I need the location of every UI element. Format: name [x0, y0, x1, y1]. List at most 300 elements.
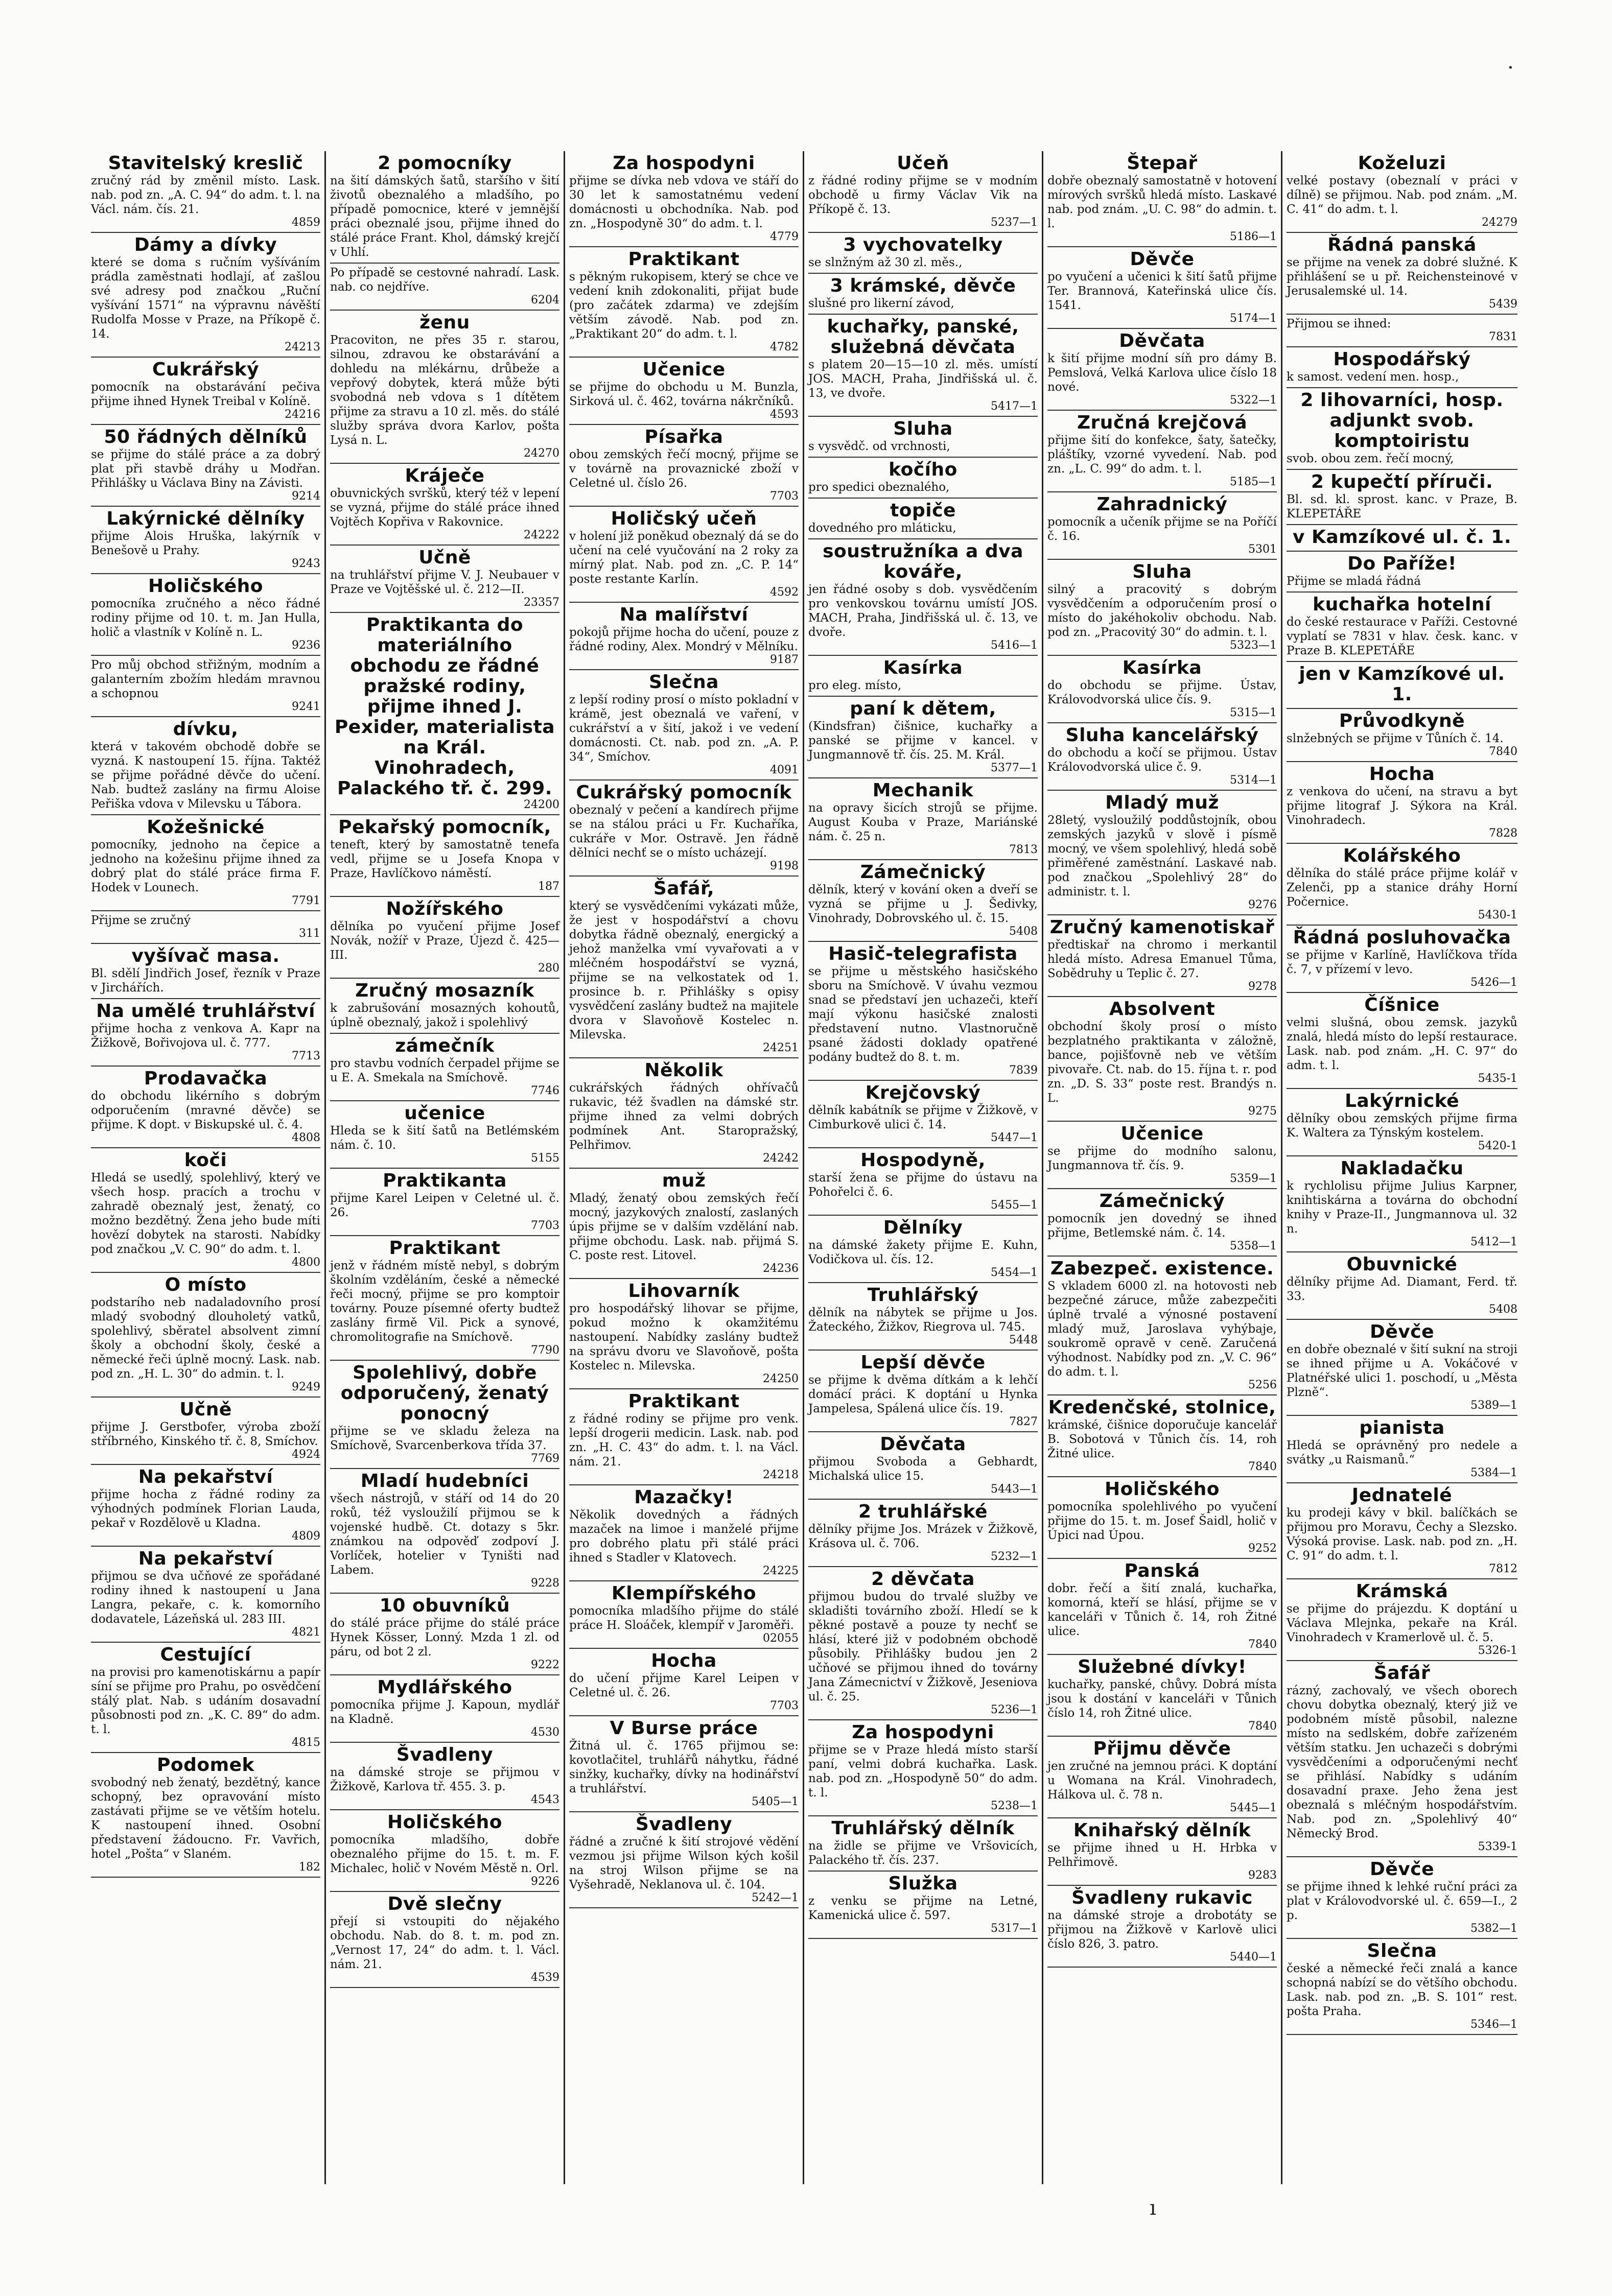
ad-reference-number: 02055: [763, 1632, 799, 1645]
ad-heading: Krejčovský: [865, 1082, 981, 1103]
classified-ad: [1047, 492, 1277, 560]
ad-text: předtiskař na chromo i merkantil hledá místo. Adresa Emanuel Tůma, Sobědruhy u Teplic č. 27.: [1047, 938, 1277, 980]
ad-reference-number: 9187: [770, 653, 799, 666]
classified-ad: [1287, 347, 1517, 388]
ad-text: en dobře obeznalé v šití sukní na stroji se ihned přijme u A. Vokáčové v Platnéřské ulici 1. poschodí, u „Města Plzně“.: [1287, 1343, 1517, 1399]
ad-reference-number: 7828: [1489, 827, 1517, 840]
ad-heading: Cestující: [160, 1644, 251, 1665]
ad-heading: Štepař: [1127, 153, 1198, 174]
classified-ad: [1287, 233, 1517, 315]
ad-column: [1043, 151, 1282, 2184]
ad-heading: Řádná posluhovačka: [1293, 927, 1511, 948]
classified-ad: [808, 656, 1038, 697]
ad-reference-number: 24250: [763, 1372, 799, 1385]
ad-reference-number: 5408: [1489, 1303, 1517, 1316]
ad-text: Hledá se oprávněný pro nedele a svátky „u Raismanů.“: [1287, 1439, 1517, 1466]
ad-text: Přijme se mladá řádná: [1287, 575, 1421, 588]
ad-reference-number: 5443—1: [991, 1483, 1038, 1496]
ad-text: pomocníka mladšího přijme do stálé práce H. Sloáček, klempíř v Jaroměři.: [569, 1604, 799, 1632]
ad-text: kuchařky, panské, chůvy. Dobrá místa jsou k dostání v kanceláři v Tůnich číslo 14, roh Žitné ulice.: [1047, 1678, 1277, 1720]
ad-text: Žitná ul. č. 1765 přijmou se: kovotlačitel, truhlářů náhytku, řádné sinžky, kuchařky, dívky na hodinářství a truhlářství.: [569, 1739, 799, 1795]
classified-ad: [1047, 151, 1277, 247]
ad-heading: Na malířství: [619, 604, 749, 625]
ad-heading: Kasírka: [883, 657, 963, 678]
ad-text: na šití dámských šatů, staršího v šití životů obeznalého a mladšího, po případě pomocnice, které v jemnější práci obeznalé jsou, přijme ihned do stálé práce Frant. Khol, dámský krejčí v Uhlí.: [330, 174, 559, 259]
classified-ad: [330, 264, 559, 311]
ad-reference-number: 4091: [770, 764, 799, 776]
classified-ad: [808, 458, 1038, 499]
classified-ad: [1047, 411, 1277, 492]
ad-text: přijme Karel Leipen v Celetné ul. č. 26.: [330, 1192, 559, 1219]
ad-reference-number: 5326-1: [1478, 1644, 1517, 1657]
ad-heading: kuchařka hotelní: [1313, 594, 1491, 615]
ad-reference-number: 5454—1: [991, 1266, 1038, 1279]
ad-reference-number: 7831: [1489, 330, 1517, 343]
ad-reference-number: 5358—1: [1230, 1240, 1277, 1252]
ad-reference-number: 5174—1: [1230, 312, 1277, 325]
classified-ad: [91, 151, 320, 233]
ad-reference-number: 5448: [1009, 1334, 1038, 1346]
classified-ad: [91, 1465, 320, 1547]
ad-text: dělník na nábytek se přijme u Jos. Žateckého, Žižkov, Riegrova ul. 745.: [808, 1306, 1038, 1334]
ad-heading: Nakladačku: [1340, 1158, 1464, 1179]
ad-heading: Kasírka: [1122, 657, 1202, 678]
ad-text: starší žena se přijme do ústavu na Pohořelci č. 6.: [808, 1171, 1038, 1199]
ad-heading: Učenice: [1120, 1123, 1204, 1144]
ad-heading: Šafář,: [653, 878, 715, 899]
classified-ad: [569, 1716, 799, 1812]
ad-heading: Sluha: [1132, 561, 1192, 582]
ad-heading: Průvodkyně: [1339, 711, 1465, 731]
ad-text: přijme Alois Hruška, lakýrník v Benešově u Prahy.: [91, 530, 320, 557]
classified-ad: [1287, 1579, 1517, 1661]
ad-text: velké postavy (obeznalí v práci v dílně) se přijmou. Nab. pod znám. „M. C. 41“ do adm. t. l.: [1287, 174, 1517, 216]
ad-reference-number: 7840: [1248, 1638, 1277, 1651]
ad-text: přijme se v Praze hledá místo starší paní, velmi dobrá kuchařka. Lask. nab. pod zn. „Hospodyně 50“ do adm. t. l.: [808, 1743, 1038, 1800]
ad-text: jenž v řádném místě nebyl, s dobrým školním vzděláním, české a německé řeči mocný, přijme se pro komptoir továrny. Pouze písemné oferty budtež zaslány firmě Vil. Pick a synové, chromolitografie na Smíchově.: [330, 1259, 559, 1344]
ad-reference-number: 7769: [531, 1452, 559, 1465]
classified-ad: [1047, 915, 1277, 997]
ad-reference-number: 7840: [1489, 745, 1517, 758]
ad-reference-number: 9252: [1248, 1542, 1277, 1555]
ad-reference-number: 5346—1: [1470, 2018, 1517, 2031]
ad-text: silný a pracovitý s dobrým vysvědčením a odporučením prosí o místo do jakéhokoliv obchodu. Nab. pod zn. „Pracovitý 30“ do admin. t. l.: [1047, 583, 1277, 639]
ad-reference-number: 5382—1: [1470, 1922, 1517, 1935]
ad-heading: Přijmu děvče: [1093, 1738, 1231, 1759]
classified-ad: [1287, 762, 1517, 844]
ad-reference-number: 5435-1: [1478, 1072, 1517, 1085]
classified-ad: [1287, 662, 1517, 709]
ad-reference-number: 7791: [292, 894, 320, 907]
classified-ad: [330, 1675, 559, 1743]
ad-reference-number: 9243: [292, 557, 320, 570]
ad-reference-number: 5416—1: [991, 639, 1038, 652]
ad-heading: Cukrářský pomocník: [576, 782, 792, 803]
ad-reference-number: 9198: [770, 860, 799, 872]
ad-text: přijme se ve skladu železa na Smíchově, Svarcenberkova třída 37.: [330, 1425, 559, 1452]
ad-heading: jen v Kamzíkové ul. 1.: [1299, 664, 1505, 705]
ad-text: k zabrušování mosazných kohoutů, úplně obeznalý, jakož i spolehlivý: [330, 1002, 559, 1029]
classified-ad: [569, 151, 799, 247]
ad-heading: V Burse práce: [610, 1718, 758, 1739]
ad-text: do stálé práce přijme do stálé práce Hynek Kösser, Lonný. Mzda 1 zl. od páru, od bot 2 zl.: [330, 1617, 559, 1659]
ad-heading: Za hospodyni: [852, 1722, 994, 1743]
ad-text: z venkova do učení, na stravu a byt přijme litograf J. Sýkora na Král. Vinohradech.: [1287, 785, 1517, 827]
ad-text: na dámské stroje se přijmou v Žižkově, Karlova tř. 455. 3. p.: [330, 1766, 559, 1793]
ad-text: obchodní školy prosí o místo bezplatného praktikanta v záložně, bance, pojišťovně neb ve větším pivovaře. Ct. nab. do 15. října t. r. pod zn. „D. S. 33“ poste rest. Brandýs n. L.: [1047, 1020, 1277, 1105]
classified-ad: [569, 425, 799, 507]
ad-text: přijmou Svoboda a Gebhardt, Michalská ulice 15.: [808, 1455, 1038, 1483]
ad-text: velmi slušná, obou zemsk. jazyků znalá, hledá místo do lepší restaurace. Lask. nab. pod znám. „H. C. 97“ do adm. t. l.: [1287, 1016, 1517, 1072]
ad-reference-number: 9236: [292, 639, 320, 652]
ad-reference-number: 24222: [524, 529, 559, 541]
classified-ad: [569, 358, 799, 425]
page-speck: ·: [1507, 56, 1514, 80]
classified-ad: [1047, 1257, 1277, 1395]
classified-ad: [91, 233, 320, 358]
ad-reference-number: 7790: [531, 1344, 559, 1357]
ad-reference-number: 24270: [524, 447, 559, 460]
ad-reference-number: 9241: [292, 700, 320, 713]
ad-text: pro hospodářský lihovar se přijme, pokud možno k okamžitému nastoupení. Nabídky zaslány budtež na správu dvoru ve Slavoňově, pošta Kostelec n. Milevska.: [569, 1302, 799, 1372]
classified-ad: [569, 507, 799, 603]
ad-heading: Slečna: [1367, 1940, 1437, 1961]
newspaper-advertisement-page: [87, 151, 1523, 2184]
classified-ad: [1047, 329, 1277, 411]
ad-text: Bl. sdělí Jindřich Josef, řezník v Praze v Jirchářích.: [91, 967, 320, 995]
ad-heading: Truhlářský dělník: [831, 1818, 1015, 1839]
ad-heading: paní k dětem,: [850, 698, 996, 719]
classified-ad: [1047, 1477, 1277, 1559]
ad-heading: Sluha kancelářský: [1065, 725, 1259, 746]
ad-reference-number: 24225: [763, 1565, 799, 1577]
classified-ad: [330, 1892, 559, 1988]
classified-ad: [569, 1058, 799, 1169]
ad-text: cukrářských řádných ohřívačů rukavic, též švadlen na dámské str. přijme ihned za velmi dobrých podmínek Ant. Staropražský, Pelhřimov.: [569, 1081, 799, 1152]
ad-heading: Prodavačka: [144, 1068, 268, 1089]
classified-ad: [330, 897, 559, 979]
ad-text: přijme šití do konfekce, šaty, šatečky, pláštíky, vzorné vyvedení. Nab. pod zn. „L. C. 99“ do adm. t. l.: [1047, 434, 1277, 476]
ad-text: která v takovém obchodě dobře se vyzná. K nastoupení 15. října. Taktéž se přijme pořádné děvče do učení. Nab. budtež zaslány na firmu Aloise Peřiška vdova v Milevsku u Tábora.: [91, 740, 320, 811]
classified-ad: [808, 1872, 1038, 1939]
ad-heading: Praktikanta: [383, 1170, 507, 1191]
ad-text: dělník, který v kování oken a dveří se vyzná se přijme u J. Šedivky, Vinohrady, Dobrovského ul. č. 15.: [808, 883, 1038, 925]
ad-heading: Řádná panská: [1327, 234, 1477, 255]
ad-reference-number: 9249: [292, 1381, 320, 1393]
ad-reference-number: 4800: [292, 1256, 320, 1269]
ad-heading: Praktikant: [389, 1238, 501, 1259]
classified-ad: [330, 1594, 559, 1675]
ad-heading: Holičského: [387, 1812, 503, 1833]
ad-heading: Služka: [888, 1873, 958, 1894]
ad-heading: Švadleny: [635, 1814, 733, 1835]
ad-heading: Švadleny rukavic: [1071, 1887, 1253, 1908]
ad-text: dělníky přijme Ad. Diamant, Ferd. tř. 33.: [1287, 1275, 1517, 1303]
ad-reference-number: 4530: [531, 1726, 559, 1739]
classified-ad: [1047, 1737, 1277, 1818]
ad-heading: koči: [184, 1150, 227, 1171]
ad-heading: Klempířského: [611, 1583, 757, 1604]
classified-ad: [808, 1148, 1038, 1216]
ad-text: obeznalý v pečení a kandírech přijme se na stálou práci u Fr. Kuchaříka, cukráře v Mor. Ostravě. Jen řádně dělníci nechť se o místo ucházejí.: [569, 803, 799, 860]
ad-heading: vyšívač masa.: [131, 945, 280, 966]
ad-text: pro spedici obeznalého,: [808, 481, 950, 494]
classified-ad: [91, 574, 320, 656]
ad-heading: Služebné dívky!: [1078, 1656, 1247, 1677]
ad-reference-number: 5439: [1489, 298, 1517, 311]
ad-text: se přijme ihned u H. Hrbka v Pelhřimově.: [1047, 1841, 1277, 1869]
classified-ad: [1047, 1886, 1277, 1968]
ad-text: Mladý, ženatý obou zemských řečí mocný, jazykových znalostí, zaslaných úpis přijme se v dalším vzdělání nab. přijme obchodu. Lask. nab. přijmá S. C. poste rest. Litovel.: [569, 1192, 799, 1262]
ad-text: do obchodu likérního s dobrým odporučením (mravné děvče) se přijme. K dopt. v Biskupské ul. č. 4.: [91, 1090, 320, 1131]
ad-reference-number: 187: [538, 880, 559, 893]
ad-reference-number: 5430-1: [1478, 909, 1517, 921]
ad-reference-number: 7713: [292, 1050, 320, 1062]
ad-text: v holení již poněkud obeznalý dá se do učení na celé vyučování na 2 roky za mírný plat. Nab. pod zn. „C. P. 14“ poste restante Karlín.: [569, 530, 799, 586]
classified-ad: [1047, 247, 1277, 329]
ad-heading: Hospodyně,: [860, 1150, 986, 1171]
classified-ad: [808, 1081, 1038, 1148]
ad-heading: Sluha: [893, 418, 953, 439]
ad-heading: Praktikant: [628, 1391, 740, 1412]
ad-text: pro eleg. místo,: [808, 679, 902, 692]
ad-text: se přijme v Karlíně, Havlíčkova třída č. 7, v přízemí v levo.: [1287, 949, 1517, 976]
classified-ad: [91, 1148, 320, 1273]
ad-reference-number: 5426—1: [1470, 976, 1517, 989]
ad-reference-number: 5232—1: [991, 1550, 1038, 1563]
ad-text: se přijme do obchodu u M. Bunzla, Sirková ul. č. 462, továrna nákrčníků.: [569, 381, 799, 408]
ad-reference-number: 5323—1: [1230, 639, 1277, 652]
ad-heading: Na umělé truhlářství: [96, 1001, 315, 1022]
ad-heading: O místo: [165, 1274, 247, 1295]
ad-heading: v Kamzíkové ul. č. 1.: [1292, 527, 1512, 548]
classified-ad: [91, 425, 320, 507]
ad-reference-number: 7703: [770, 490, 799, 503]
ad-heading: Zahradnický: [1096, 494, 1228, 515]
ad-heading: Do Paříže!: [1347, 553, 1457, 574]
ad-heading: Mechanik: [872, 780, 974, 801]
ad-reference-number: 7839: [1009, 1064, 1038, 1077]
ad-text: na truhlářství přijme V. J. Neubauer v Praze ve Vojtěšské ul. č. 212—II.: [330, 569, 559, 596]
classified-ad: [330, 464, 559, 546]
classified-ad: [91, 1067, 320, 1148]
ad-heading: Zručný kamenotiskař: [1049, 917, 1275, 938]
ad-text: k šití přijme modní síň pro dámy B. Pemslová, Velká Karlova ulice číslo 18 nové.: [1047, 352, 1277, 394]
classified-ad: [1047, 791, 1277, 915]
ad-reference-number: 5412—1: [1470, 1236, 1517, 1248]
ad-reference-number: 24251: [763, 1042, 799, 1054]
ad-heading: Lakýrnické dělníky: [106, 508, 305, 529]
ad-heading: Učně: [418, 547, 471, 568]
ad-text: přijme hocha z řádné rodiny za výhodných podmínek Florian Lauda, pekař v Rozdělově u Kladna.: [91, 1488, 320, 1530]
ad-heading: soustružníka a dva kováře,: [823, 541, 1023, 582]
ad-reference-number: 9275: [1248, 1105, 1277, 1118]
classified-ad: [1287, 593, 1517, 662]
ad-reference-number: 5339-1: [1478, 1840, 1517, 1853]
ad-text: svob. obou zem. řečí mocný,: [1287, 452, 1454, 465]
classified-ad: [1287, 709, 1517, 762]
ad-text: pomocník na obstarávání pečiva přijme ihned Hynek Treibal v Kolíně.: [91, 381, 320, 408]
classified-ad: [808, 1216, 1038, 1283]
ad-heading: Kolářského: [1343, 845, 1461, 866]
ad-text: pomocníky, jednoho na čepice a jednoho na kožešinu přijme ihned za dobrý plat do stálé práce firma F. Hodek v Lounech.: [91, 838, 320, 894]
ad-heading: Děvče: [1369, 1321, 1435, 1342]
classified-ad: [569, 1581, 799, 1649]
ad-text: přijmou budou do trvalé služby ve skladišti továrního zboží. Hledí se k pěkné postavě a pouze ty nechť se hlásí, které již v podobném obchodě působily. Přihlášky budou jen 2 učňové se přijmou ihned do továrny Jana Zámecnictví v Žižkově, Jeseniova ul. č. 25.: [808, 1590, 1038, 1703]
classified-ad: [569, 247, 799, 358]
ad-text: S vkladem 6000 zl. na hotovosti neb bezpečné záruce, může zabezpečiti úplně trvalé a výnosné postavení mladý muž, Jaroslava vyhýbaje, soukromě opravě v ceně. Zaručená výhodnost. Nabídky pod zn. „V. C. 96“ do adm. t. l.: [1047, 1280, 1277, 1379]
classified-ad: [330, 979, 559, 1034]
ad-text: obuvnických svršků, který též v lepení se vyzná, přijme do stálé práce ihned Vojtěch Kopřiva v Rakovnice.: [330, 487, 559, 529]
ad-heading: Lihovarník: [628, 1281, 740, 1301]
ad-text: pomocník a učeník přijme se na Poříčí č. 16.: [1047, 515, 1277, 543]
ad-text: slušné pro likerní závod,: [808, 297, 954, 310]
classified-ad: [569, 1169, 799, 1279]
classified-ad: [808, 417, 1038, 458]
ad-reference-number: 7827: [1009, 1415, 1038, 1428]
ad-heading: Kožešnické: [147, 817, 265, 838]
ad-heading: 3 krámské, děvče: [830, 275, 1016, 296]
ad-text: pomocníka mladšího, dobře obeznalého přijme do 15. t. m. F. Michalec, holič v Novém Městě n. Orl.: [330, 1833, 559, 1875]
classified-ad: [1287, 552, 1517, 593]
ad-heading: dívku,: [173, 719, 239, 740]
ad-text: přijmou se dva učňové ze spořádané rodiny ihned k nastoupení u Jana Langra, pekaře, c. k. komorního dodavatele, Lázeňská ul. 283 III.: [91, 1570, 320, 1626]
classified-ad: [330, 613, 559, 815]
ad-text: Bl. sd. kl. sprost. kanc. v Praze, B. KLEPETÁŘE: [1287, 493, 1517, 520]
ad-reference-number: 24200: [524, 798, 559, 811]
classified-ad: [91, 1273, 320, 1398]
ad-text: do obchodu a kočí se přijmou. Ústav Královodvorská ulice č. 9.: [1047, 746, 1277, 774]
classified-ad: [330, 1469, 559, 1594]
classified-ad: [808, 274, 1038, 315]
classified-ad: [91, 1547, 320, 1643]
ad-reference-number: 5440—1: [1230, 1951, 1277, 1963]
ad-reference-number: 5359—1: [1230, 1172, 1277, 1185]
ad-heading: Písařka: [644, 427, 723, 447]
ad-text: které se doma s ručním vyšíváním prádla zaměstnati hodlají, ať zašlou své adresy pod značkou „Ruční vyšívání 1571“ na výpravnu návěští Rudolfa Mosse v Praze, na Příkopě č. 14.: [91, 256, 320, 341]
classified-ad: [1287, 1252, 1517, 1320]
ad-reference-number: 9283: [1248, 1869, 1277, 1882]
classified-ad: [1287, 1416, 1517, 1483]
ad-text: pro stavbu vodních čerpadel přijme se u E. A. Smekala na Smíchově.: [330, 1057, 559, 1084]
ad-reference-number: 5417—1: [991, 400, 1038, 413]
ad-heading: muž: [662, 1170, 706, 1191]
ad-heading: Obuvnické: [1346, 1254, 1458, 1275]
ad-heading: 50 řádných dělníků: [104, 427, 308, 447]
ad-heading: Šafář: [1373, 1663, 1431, 1684]
ad-heading: Děvčata: [880, 1434, 966, 1455]
ad-reference-number: 24218: [763, 1469, 799, 1481]
ad-heading: Kredenčské, stolnice,: [1048, 1397, 1276, 1418]
ad-reference-number: 311: [299, 927, 320, 940]
classified-ad: [808, 1816, 1038, 1872]
ad-text: krámské, čišnice doporučuje kancelář B. Sobotová v Tůnich čís. 14, roh Žitné ulice.: [1047, 1418, 1277, 1460]
ad-text: dělníky obou zemských přijme firma K. Waltera za Týnským kostelem.: [1287, 1112, 1517, 1140]
ad-reference-number: 7812: [1489, 1563, 1517, 1575]
ad-heading: 2 truhlářské: [858, 1501, 988, 1522]
ad-text: z lepší rodiny prosí o místo pokladní v krámě, jest obeznalá ve vaření, v cukrářství a v šití, jakož i ve vedení domácnosti. Ct. nab. pod zn. „A. P. 34“, Smíchov.: [569, 693, 799, 764]
classified-ad: [1287, 1857, 1517, 1939]
ad-heading: Krámská: [1356, 1581, 1449, 1602]
ad-text: zručný rád by změnil místo. Lask. nab. pod zn. „A. C. 94“ do adm. t. l. na Václ. nám. čís. 21.: [91, 174, 320, 216]
ad-heading: učenice: [404, 1103, 485, 1124]
classified-ad: [91, 717, 320, 815]
ad-reference-number: 280: [538, 962, 559, 975]
ad-heading: Podomek: [157, 1755, 254, 1776]
classified-ad: [1047, 560, 1277, 656]
ad-text: se slnžným až 30 zl. měs.,: [808, 256, 963, 269]
ad-text: na provisi pro kamenotiskárnu a papír síní se přijme pro Prahu, po osvědčení stálý plat. Nab. s udáním dosavadní působnosti pod zn. „K. C. 89“ do adm. t. l.: [91, 1666, 320, 1736]
classified-ad: [569, 877, 799, 1058]
ad-heading: Panská: [1124, 1560, 1200, 1581]
ad-text: na dámské stroje a drobotáty se přijmou na Žižkově v Karlově ulici číslo 826, 3. patro.: [1047, 1909, 1277, 1951]
ad-reference-number: 24279: [1482, 216, 1517, 229]
classified-ad: [330, 815, 559, 897]
ad-reference-number: 5389—1: [1470, 1399, 1517, 1412]
ad-reference-number: 24216: [285, 408, 320, 421]
ad-heading: Učně: [179, 1399, 232, 1420]
ad-text: se přijme do prájezdu. K doptání u Václava Mlejnka, pekaře na Král. Vinohradech v Kramerlově ul. č. 5.: [1287, 1602, 1517, 1644]
classified-ad: [1287, 1320, 1517, 1416]
ad-reference-number: 4593: [770, 408, 799, 421]
ad-heading: Děvčata: [1119, 330, 1205, 351]
classified-ad: [91, 815, 320, 911]
ad-reference-number: 5238—1: [991, 1800, 1038, 1812]
classified-ad: [569, 603, 799, 670]
ad-heading: 10 obuvníků: [379, 1595, 510, 1616]
ad-heading: 2 pomocníky: [378, 153, 512, 174]
classified-ad: [569, 1389, 799, 1485]
ad-text: s platem 20—15—10 zl. měs. umístí JOS. MACH, Praha, Jindřišská ul. č. 13, ve dvoře.: [808, 358, 1038, 400]
ad-heading: Holičského: [148, 576, 264, 597]
classified-ad: [569, 1485, 799, 1581]
ad-reference-number: 7746: [531, 1084, 559, 1097]
ad-text: s vysvědč. od vrchnosti,: [808, 440, 950, 453]
ad-heading: Nožířského: [386, 898, 504, 919]
ad-reference-number: 5315—1: [1230, 706, 1277, 719]
ad-heading: Slečna: [649, 672, 719, 693]
classified-ad: [808, 1567, 1038, 1720]
ad-heading: Absolvent: [1109, 999, 1216, 1020]
classified-ad: [91, 999, 320, 1067]
ad-heading: Praktikant: [628, 249, 740, 270]
ad-heading: Učenice: [642, 359, 726, 380]
classified-ad: [1287, 1156, 1517, 1252]
ad-text: na opravy šicích strojů se přijme. August Kouba v Praze, Mariánské nám. č. 25 n.: [808, 801, 1038, 843]
classified-ad: [569, 780, 799, 877]
ad-text: k rychlolisu přijme Julius Karpner, knihtiskárna a továrna do obchodní knihy v Praze-II., Jungmannova ul. 32 n.: [1287, 1179, 1517, 1236]
ad-reference-number: 23357: [524, 596, 559, 609]
ad-text: dobr. řečí a šití znalá, kuchařka, komorná, kteří se hlásí, přijme se v kanceláři v Tůnich č. 14, roh Žitné ulice.: [1047, 1582, 1277, 1638]
ad-text: dělníky přijme Jos. Mrázek v Žižkově, Krásova ul. č. 706.: [808, 1523, 1038, 1550]
ad-heading: Dámy a dívky: [134, 234, 277, 255]
ad-text: k samost. vedení men. hosp.,: [1287, 370, 1459, 384]
ad-heading: Zručná krejčová: [1077, 412, 1248, 433]
classified-ad: [808, 151, 1038, 233]
ad-reference-number: 9228: [531, 1577, 559, 1590]
classified-ad: [1287, 844, 1517, 926]
ad-text: dělníka po vyučení přijme Josef Novák, nožíř v Praze, Újezd č. 425—III.: [330, 920, 559, 962]
ad-heading: Děvče: [1369, 1859, 1435, 1880]
ad-heading: Lakýrnické: [1344, 1091, 1460, 1111]
ad-text: přejí si vstoupiti do nějakého obchodu. Nab. do 8. t. m. pod zn. „Vernost 17, 24“ do adm. t. l. Václ. nám. 21.: [330, 1915, 559, 1971]
classified-ad: [1047, 656, 1277, 723]
ad-heading: pianista: [1359, 1417, 1445, 1438]
classified-ad: [808, 1500, 1038, 1567]
ad-reference-number: 5322—1: [1230, 394, 1277, 407]
ad-reference-number: 5237—1: [991, 216, 1038, 229]
ad-heading: 3 vychovatelky: [843, 234, 1003, 255]
